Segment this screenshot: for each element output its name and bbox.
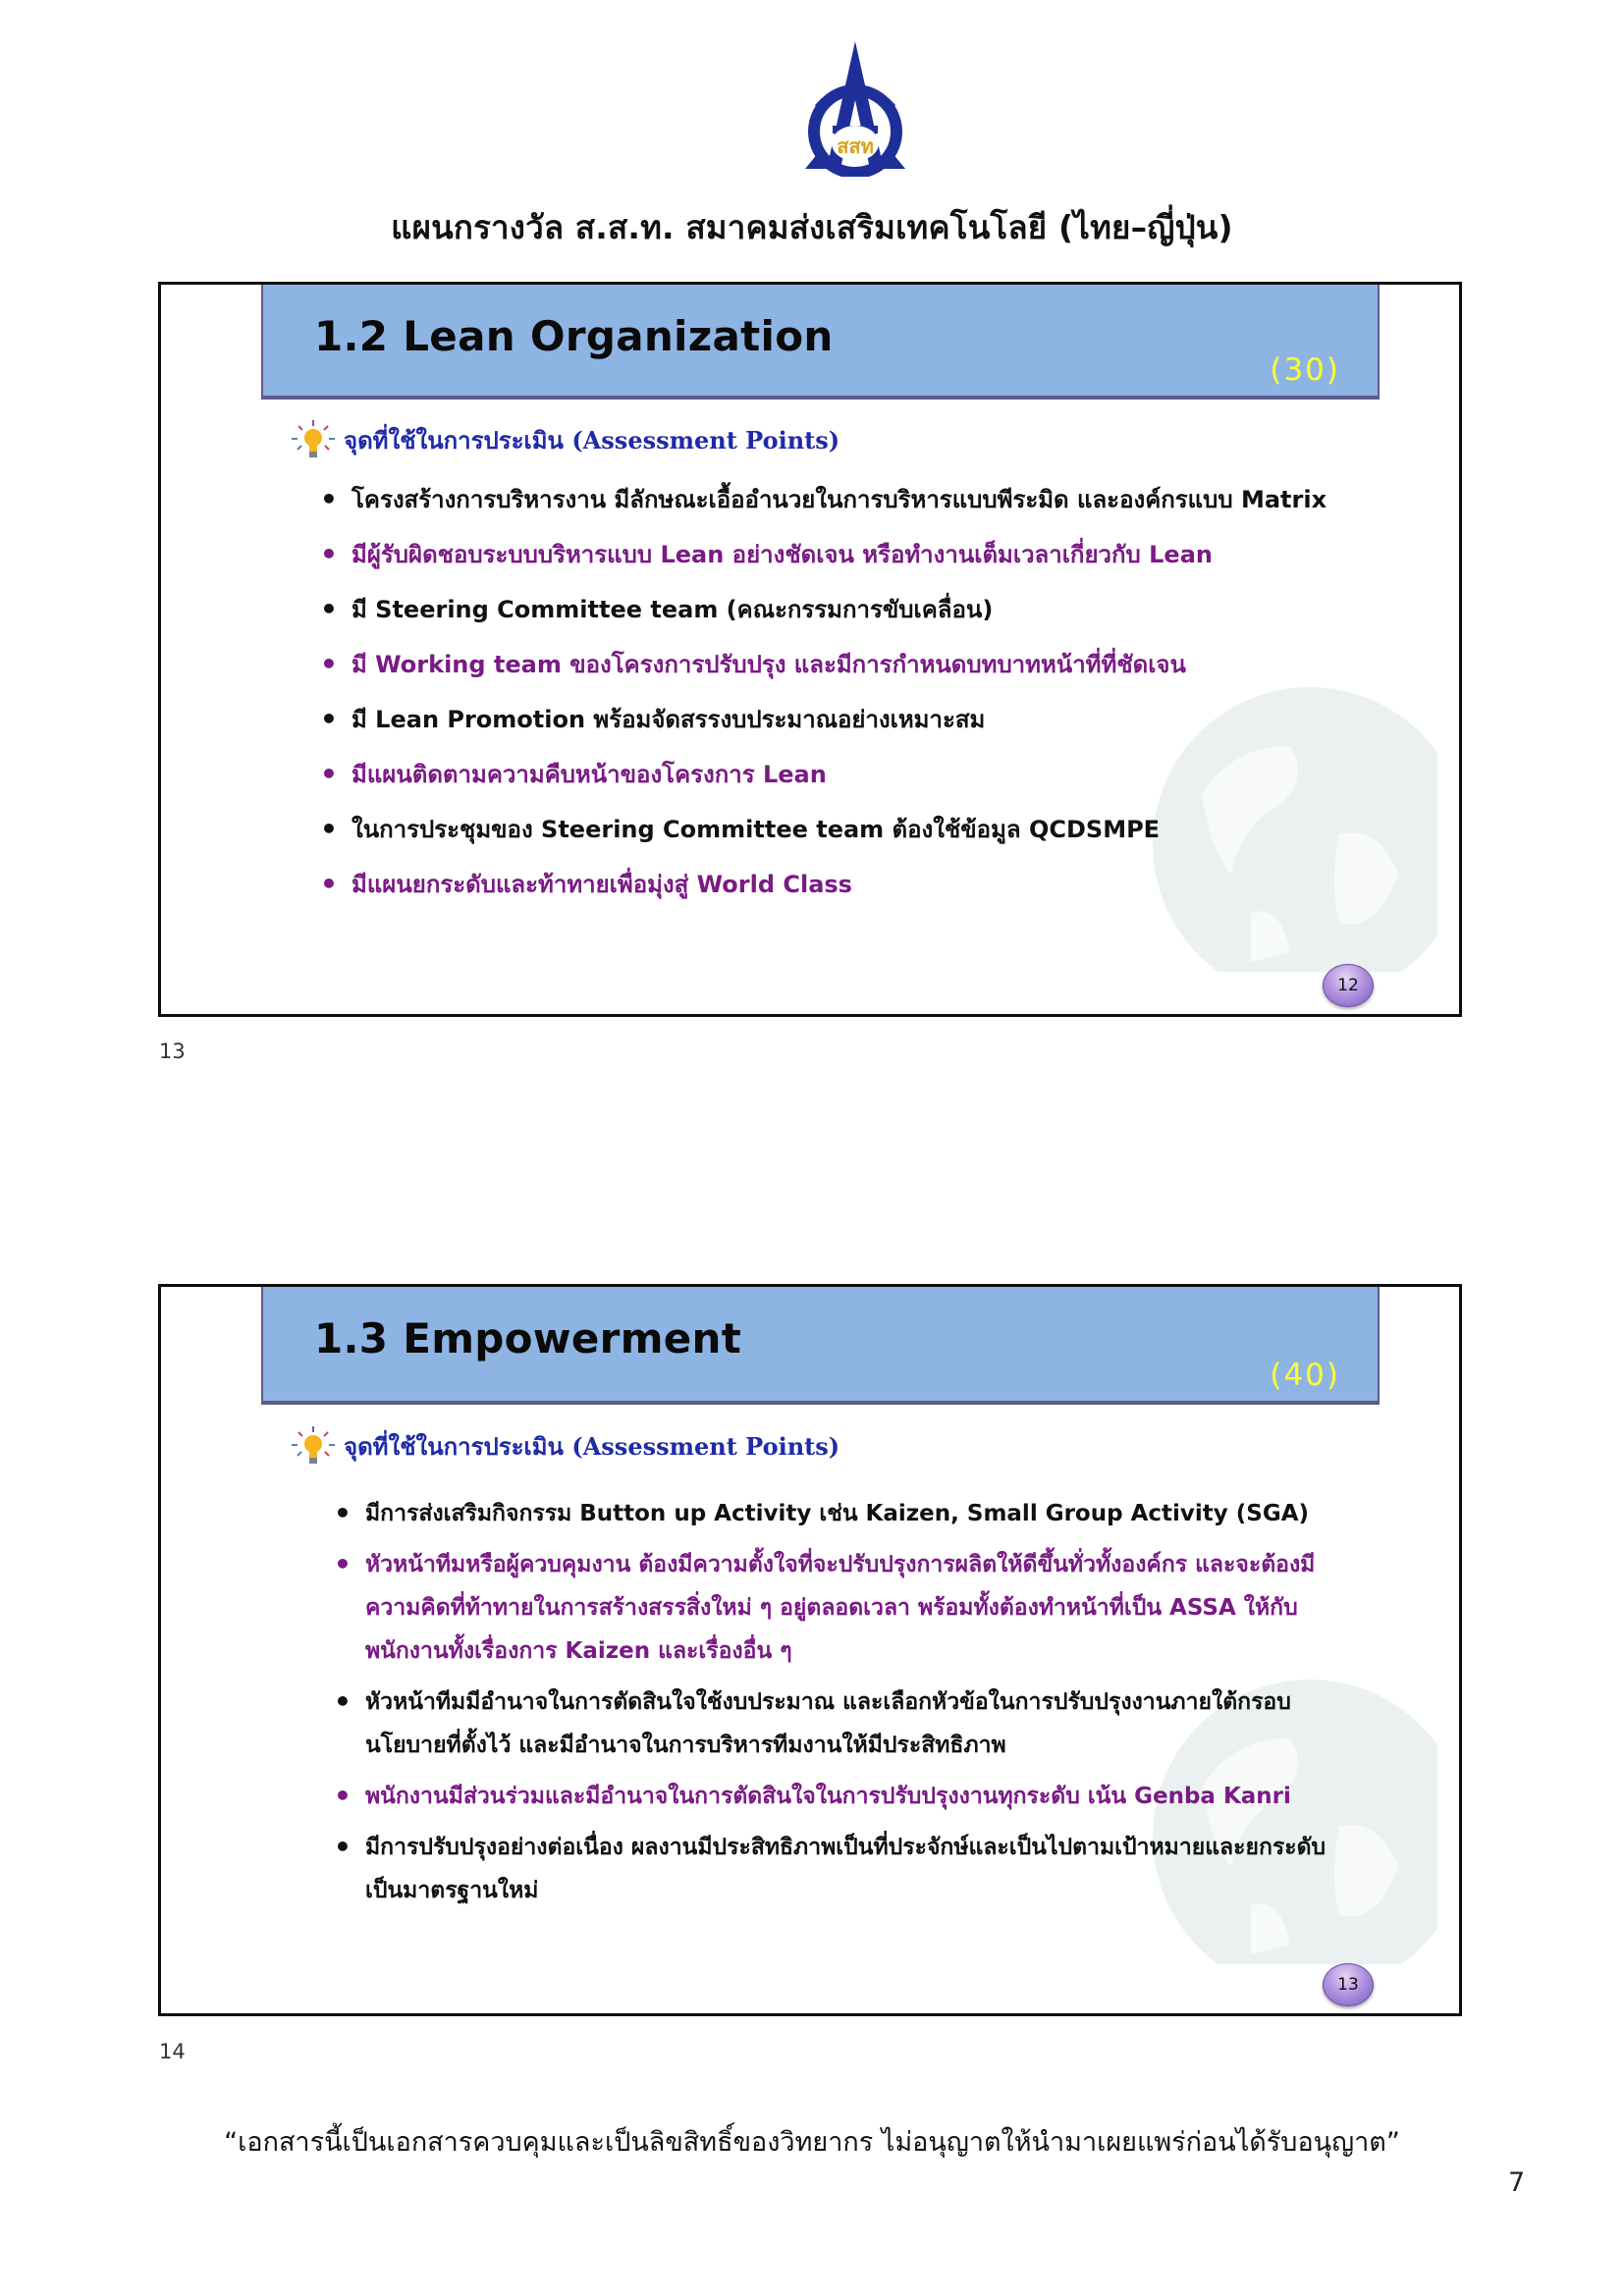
bullet-item: • หัวหน้าทีมมีอำนาจในการตัดสินใจใช้งบประมาณ และเลือกหัวข้อในการปรับปรุงงานภายใต้กรอบนโยบายที่ตั้งไว้ และมีอำนาจในการบริหารทีมงานให้มีประสิทธิภาพ — [330, 1681, 1351, 1767]
slide-title: 1.2 Lean Organization — [314, 312, 834, 360]
slide-score: (30) — [1270, 352, 1340, 388]
assessment-label-th: จุดที่ใช้ในการประเมิน — [344, 1432, 564, 1461]
assessment-label-en: (Assessment Points) — [571, 425, 840, 454]
assessment-points-heading — [289, 1424, 839, 1468]
assessment-bullet-list — [316, 477, 1351, 917]
bullet-item: • มี Lean Promotion พร้อมจัดสรรงบประมาณอย่างเหมาะสม — [316, 697, 1351, 742]
slide-header-bar — [261, 1287, 1380, 1405]
lightbulb-icon — [289, 1424, 338, 1468]
bullet-item: • พนักงานมีส่วนร่วมและมีอำนาจในการตัดสินใจในการปรับปรุงงานทุกระดับ เน้น Genba Kanri — [330, 1775, 1351, 1818]
slide-page-label: 14 — [159, 2040, 186, 2063]
slide-lean-organization — [158, 282, 1462, 1017]
bullet-item: • มี Steering Committee team (คณะกรรมการขับเคลื่อน) — [316, 587, 1351, 632]
page-number: 7 — [1508, 2167, 1526, 2198]
bullet-item: • โครงสร้างการบริหารงาน มีลักษณะเอื้ออำนวยในการบริหารแบบพีระมิด และองค์กรแบบ Matrix — [316, 477, 1351, 522]
logo-text: สสท — [837, 134, 874, 158]
assessment-label-th: จุดที่ใช้ในการประเมิน — [344, 426, 564, 454]
copyright-notice: “เอกสารนี้เป็นเอกสารควบคุมและเป็นลิขสิทธิ์ของวิทยากร ไม่อนุญาตให้นำมาเผยแพร่ก่อนได้รับอนุญาต” — [224, 2127, 1400, 2158]
assessment-bullet-list — [330, 1492, 1351, 1920]
bullet-item: • มีผู้รับผิดชอบระบบบริหารแบบ Lean อย่างชัดเจน หรือทำงานเต็มเวลาเกี่ยวกับ Lean — [316, 532, 1351, 577]
slide-number-badge: 13 — [1323, 1963, 1374, 2006]
bullet-item: • มีแผนยกระดับและท้าทายเพื่อมุ่งสู่ World Class — [316, 862, 1351, 907]
bullet-item: • มี Working team ของโครงการปรับปรุง และมีการกำหนดบทบาทหน้าที่ที่ชัดเจน — [316, 642, 1351, 687]
slide-title: 1.3 Empowerment — [314, 1314, 742, 1362]
slide-number-badge: 12 — [1323, 964, 1374, 1007]
assessment-label-en: (Assessment Points) — [571, 1431, 840, 1461]
bullet-item: • มีแผนติดตามความคืบหน้าของโครงการ Lean — [316, 752, 1351, 797]
bullet-item: • มีการส่งเสริมกิจกรรม Button up Activity เช่น Kaizen, Small Group Activity (SGA) — [330, 1492, 1351, 1535]
assessment-points-heading — [289, 418, 839, 461]
slide-page-label: 13 — [159, 1040, 186, 1063]
document-title: แผนกรางวัล ส.ส.ท. สมาคมส่งเสริมเทคโนโลยี (ไทย–ญี่ปุ่น) — [391, 208, 1233, 246]
lightbulb-icon — [289, 418, 338, 461]
tpa-logo — [797, 41, 913, 177]
bullet-item: • ในการประชุมของ Steering Committee team ต้องใช้ข้อมูล QCDSMPE — [316, 807, 1351, 852]
slide-empowerment — [158, 1284, 1462, 2016]
slide-score: (40) — [1270, 1358, 1340, 1393]
bullet-item: • มีการปรับปรุงอย่างต่อเนื่อง ผลงานมีประสิทธิภาพเป็นที่ประจักษ์และเป็นไปตามเป้าหมายและยกระดับเป็นมาตรฐานใหม่ — [330, 1826, 1351, 1912]
bullet-item: • หัวหน้าทีมหรือผู้ควบคุมงาน ต้องมีความตั้งใจที่จะปรับปรุงการผลิตให้ดีขึ้นทั่วทั้งองค์กร และจะต้องมีความคิดที่ท้าทายในการสร้างสรรสิ่งใหม่ ๆ อยู่ตลอดเวลา พร้อมทั้งต้องทำหน้าที่เป็น ASSA ให้กับพนักงานทั้งเรื่องการ Kaizen และเรื่องอื่น ๆ — [330, 1543, 1351, 1673]
slide-header-bar — [261, 285, 1380, 400]
